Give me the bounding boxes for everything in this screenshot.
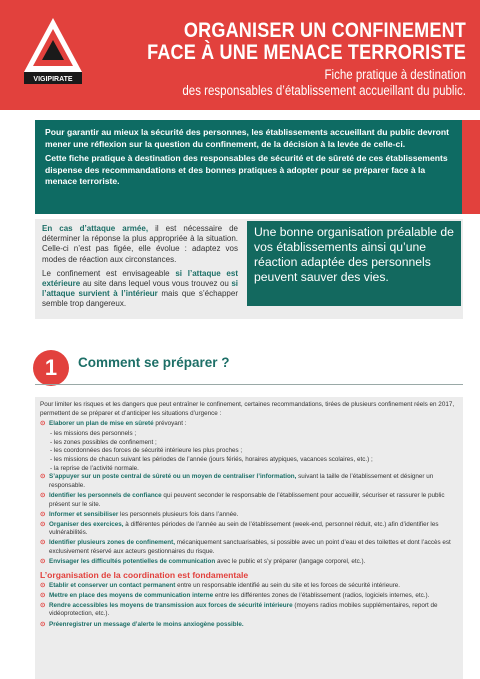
page-subtitle <box>144 67 466 99</box>
item-emphasis: Elaborer un plan de mise en sûreté <box>49 420 154 428</box>
list-item <box>40 420 458 429</box>
item-emphasis: Identifier les personnels de confiance <box>49 491 162 499</box>
bullet-icon: ⊙ <box>40 581 46 589</box>
item-text: entre un responsable identifié au sein du site et les forces de sécurité intérieure. <box>175 581 401 589</box>
info-text <box>42 224 238 314</box>
list-item <box>40 473 458 490</box>
item-emphasis: Rendre accessibles les moyens de transmission aux forces de sécurité intérieure <box>49 601 293 609</box>
list-item <box>40 621 458 630</box>
bullet-icon: ⊙ <box>40 539 46 547</box>
item-text: les personnels plusieurs fois dans l’année. <box>118 510 239 518</box>
info-text-span: il est nécessaire de déterminer la réponse la plus appropriée à la situation. Celle-ci n’est pas figée, elle évolue : adaptez vos modes de réaction aux circonstances. <box>42 224 239 264</box>
plan-sub-2: - les coordonnées des forces de sécurité intérieure les plus proches ; <box>50 447 243 455</box>
bullet-icon: ⊙ <box>40 420 46 428</box>
item-text: qui peuvent seconder le responsable de l’établissement pour accueillir, sécuriser et rassurer le public présent sur le site. <box>49 491 445 508</box>
info-emphasis: si l’attaque est extérieure <box>42 268 238 289</box>
bullet-icon: ⊙ <box>40 558 46 566</box>
bullet-icon: ⊙ <box>40 473 46 481</box>
intro-paragraph-2: Cette fiche pratique à destination des responsables de sécurité et de sûreté de ces établissements dispense des recommandations et des bonnes pratiques à adopter pour se préparer face à la menace terroriste. <box>45 153 448 187</box>
plan-sub-4: - la reprise de l’activité normale. <box>50 464 139 472</box>
intro-paragraph-1: Pour garantir au mieux la sécurité des personnes, les établissements accueillant du public devront mener une réflexion sur la question du confinement, de la décision à la levée de celle-ci. <box>45 127 450 149</box>
item-text: à différentes périodes de l’année au sein de l’établissement (week-end, personnel réduit, etc.) afin d’identifier les vulnérabilités. <box>49 520 439 537</box>
item-text: (moyens radios mobiles supplémentaires, report de vidéoprotection, etc.). <box>49 601 438 618</box>
subtitle-line-2: des responsables d’établissement accueillant du public. <box>182 83 466 98</box>
bullet-icon: ⊙ <box>40 491 46 499</box>
item-emphasis: Organiser des exercices, <box>49 520 124 528</box>
plan-sub-3: - les missions de chacun suivant les périodes de l’année (jours fériés, horaires atypiques, vacances scolaires, etc.) ; <box>50 456 373 464</box>
list-item <box>40 539 458 556</box>
list-item <box>40 592 458 601</box>
section-number-badge: 1 <box>33 350 69 386</box>
item-text: entre les différentes zones de l’établissement (radios, logiciels internes, etc.). <box>213 591 430 599</box>
intro-accent-tab <box>462 120 480 214</box>
main-content <box>40 401 458 631</box>
info-emphasis: si l’attaque survient à l’intérieur <box>42 279 238 299</box>
info-emphasis: En cas d’attaque armée, <box>42 224 149 233</box>
item-text: avec le public et s’y préparer (langage corporel, etc.). <box>215 558 366 566</box>
list-item <box>40 602 458 619</box>
item-emphasis: Préenregistrer un message d’alerte le moins anxiogène possible. <box>49 620 244 628</box>
item-text: suivant la taille de l’établissement et désigner un responsable. <box>49 473 434 489</box>
bullet-icon: ⊙ <box>40 520 46 528</box>
item-emphasis: Mettre en place des moyens de communication interne <box>49 591 214 599</box>
title-line-2: FACE À UNE MENACE TERRORISTE <box>147 41 466 64</box>
subtitle-line-1: Fiche pratique à destination <box>324 67 466 82</box>
info-paragraph-1 <box>42 224 238 265</box>
list-item <box>40 521 458 538</box>
info-text-span: au site dans lequel vous vous trouvez ou <box>80 279 232 289</box>
bullet-icon: ⊙ <box>40 591 46 599</box>
item-text: mécaniquement sanctuarisables, si possible avec un point d’eau et des toilettes et dont l’accès est exclusivement réservé aux acteurs gestionnaires du risque. <box>49 539 451 555</box>
info-text-span: mais que s’échapper semble trop dangereux. <box>42 289 238 309</box>
header-banner <box>0 0 480 110</box>
info-paragraph-2 <box>42 269 238 310</box>
main-intro: Pour limiter les risques et les dangers que peut entraîner le confinement, certaines recommandations, tirées de plusieurs confinement réels en 2017, permettent de se préparer et d’anticiper les situations d’urgence : <box>40 401 455 417</box>
intro-panel <box>35 120 463 214</box>
quote-box: Une bonne organisation préalable de vos établissements ainsi qu’une réaction adaptée des personnels peuvent sauver des vies. <box>247 221 461 306</box>
item-emphasis: Etablir et conserver un contact permanent <box>49 581 176 589</box>
section-divider <box>35 384 463 385</box>
bullet-icon: ⊙ <box>40 601 46 609</box>
item-emphasis: Envisager les difficultés potentielles de communication <box>49 558 216 566</box>
item-emphasis: Identifier plusieurs zones de confinement, <box>49 539 175 547</box>
page-title <box>144 20 466 64</box>
item-emphasis: S’appuyer sur un poste central de sûreté ou un moyen de centraliser l’information, <box>49 473 297 481</box>
vigipirate-logo <box>22 14 84 96</box>
bullet-icon: ⊙ <box>40 510 46 518</box>
bullet-icon: ⊙ <box>40 620 46 628</box>
logo-text: VIGIPIRATE <box>33 76 73 83</box>
list-item <box>40 582 458 591</box>
plan-sub-1: - les zones possibles de confinement ; <box>50 438 157 446</box>
title-line-1: ORGANISER UN CONFINEMENT <box>183 19 467 42</box>
section-title: Comment se préparer ? <box>78 355 230 370</box>
plan-sub-0: - les missions des personnels ; <box>50 430 137 438</box>
list-item <box>40 511 458 520</box>
coordination-heading: L’organisation de la coordination est fondamentale <box>40 569 249 580</box>
item-emphasis: Informer et sensibiliser <box>49 510 119 518</box>
info-text-span: Le confinement est envisageable <box>42 268 176 278</box>
list-item <box>40 492 458 509</box>
list-item <box>40 558 458 567</box>
item-text: prévoyant : <box>153 420 187 428</box>
